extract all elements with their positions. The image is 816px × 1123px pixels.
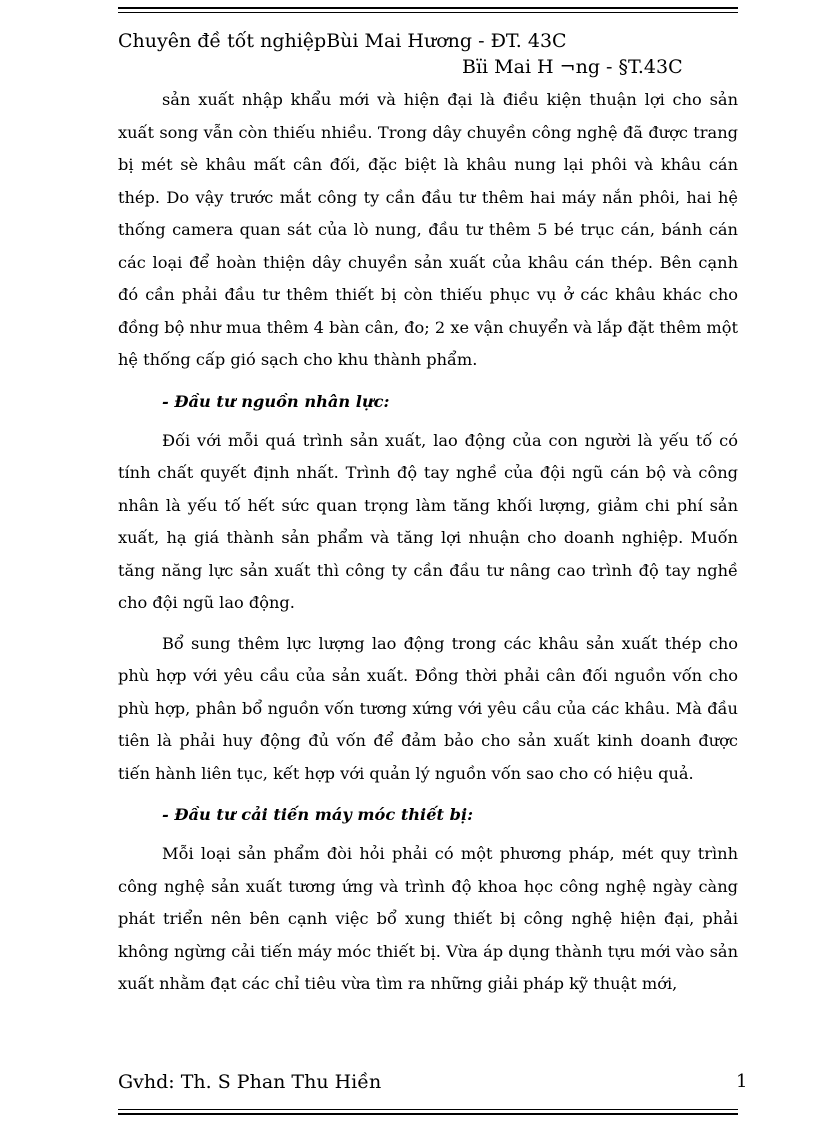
page-number: 1 [736, 1071, 748, 1092]
document-body [118, 84, 738, 1001]
header-rule-bottom [118, 12, 738, 13]
footer-rule-top [118, 1109, 738, 1110]
paragraph-2: Đối với mỗi quá trình sản xuất, lao động của con người là yếu tố có tính chất quyết định nhất. Trình độ tay nghề của đội ngũ cán bộ và công nhân là yếu tố hết sức quan trọng làm tăng khối lượng, giảm chi phí sản xuất, hạ giá thành sản phẩm và tăng lợi nhuận cho doanh nghiệp. Muốn tăng năng lực sản xuất thì công ty cần đầu tư nâng cao trình độ tay nghề cho đội ngũ lao động. [118, 430, 738, 612]
section-heading-equipment: - Đầu tư cải tiến máy móc thiết bị: [162, 805, 474, 824]
paragraph-4: Mỗi loại sản phẩm đòi hỏi phải có một phương pháp, mét quy trình công nghệ sản xuất tương ứng và trình độ khoa học công nghệ ngày càng phát triển nên bên cạnh việc bổ xung thiết bị công nghệ hiện đại, phải không ngừng cải tiến máy móc thiết bị. Vừa áp dụng thành tựu mới vào sản xuất nhằm đạt các chỉ tiêu vừa tìm ra những giải pháp kỹ thuật mới, [118, 844, 738, 993]
header-title: Chuyên đề tốt nghiệpBùi Mai Hương - ĐT. 43C [118, 30, 567, 52]
footer-rule-bottom [118, 1113, 738, 1115]
paragraph-3: Bổ sung thêm lực lượng lao động trong các khâu sản xuất thép cho phù hợp với yêu cầu của sản xuất. Đồng thời phải cân đối nguồn vốn cho phù hợp, phân bổ nguồn vốn tương xứng với yêu cầu của các khâu. Mà đầu tiên là phải huy động đủ vốn để đảm bảo cho sản xuất kinh doanh được tiến hành liên tục, kết hợp với quản lý nguồn vốn sao cho có hiệu quả. [118, 633, 738, 783]
header-author-garbled: Bïi Mai H ¬ng - §T.43C [462, 56, 683, 78]
footer-instructor: Gvhd: Th. S Phan Thu Hiền [118, 1071, 382, 1093]
paragraph-1: sản xuất nhập khẩu mới và hiện đại là điều kiện thuận lợi cho sản xuất song vẫn còn thiếu nhiều. Trong dây chuyền công nghệ đã được trang bị mét sè khâu mất cân đối, đặc biệt là khâu nung lại phôi và khâu cán thép. Do vậy trước mắt công ty cần đầu tư thêm hai máy nắn phôi, hai hệ thống camera quan sát của lò nung, đầu tư thêm 5 bé trục cán, bánh cán các loại để hoàn thiện dây chuyền sản xuất của khâu cán thép. Bên cạnh đó cần phải đầu tư thêm thiết bị còn thiếu phục vụ ở các khâu khác cho đồng bộ như mua thêm 4 bàn cân, đo; 2 xe vận chuyển và lắp đặt thêm một hệ thống cấp gió sạch cho khu thành phẩm. [118, 90, 738, 369]
section-heading-human-resources: - Đầu tư nguồn nhân lực: [162, 391, 390, 411]
header-rule-top [118, 7, 738, 9]
